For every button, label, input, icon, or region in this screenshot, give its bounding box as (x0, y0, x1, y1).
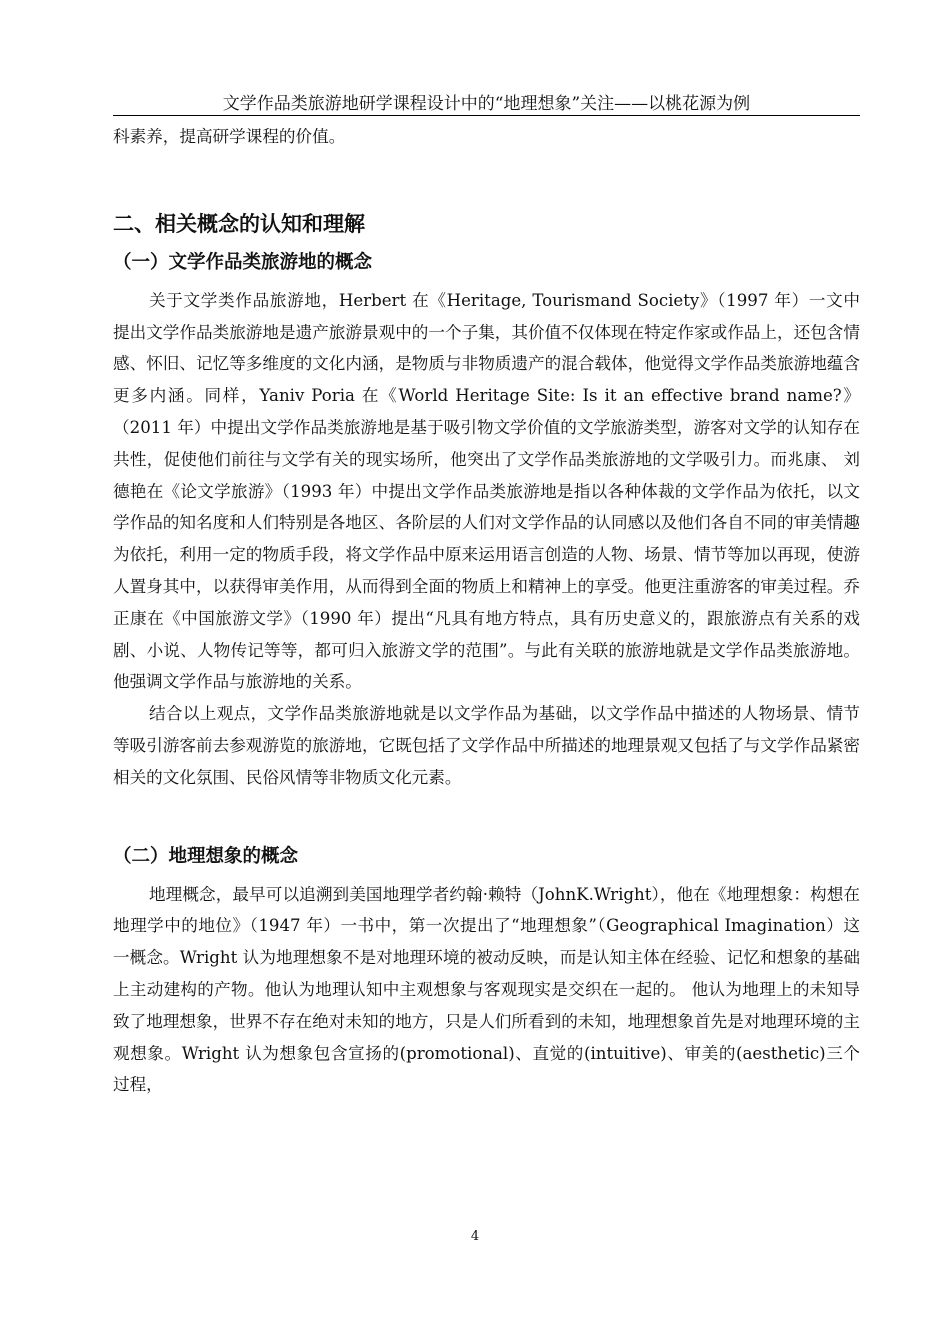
subsection-heading-1: （一）文学作品类旅游地的概念 (113, 251, 373, 273)
continuation-paragraph: 科素养，提高研学课程的价值。 (113, 127, 346, 146)
section-heading: 二、相关概念的认知和理解 (113, 211, 365, 236)
page-number: 4 (470, 1229, 480, 1244)
page-content (113, 121, 860, 1101)
subsection-heading-2: （二）地理想象的概念 (113, 845, 299, 867)
paragraph-2: 结合以上观点，文学作品类旅游地就是以文学作品为基础，以文学作品中描述的人物场景、情节等吸引游客前去参观游览的旅游地，它既包括了文学作品中所描述的地理景观又包括了与文学作品紧密相关的文化氛围、民俗风情等非物质文化元素。 (113, 704, 860, 787)
paragraph-3: 地理概念，最早可以追溯到美国地理学者约翰·赖特（JohnK.Wright），他在《地理想象：构想在地理学中的地位》（1947 年）一书中，第一次提出了“地理想象”（Geographical Imagination）这一概念。Wright 认为地理想象不是对地理环境的被动反映，而是认知主体在经验、记忆和想象的基础上主动建构的产物。他认为地理认知中主观想象与客观现实是交织在一起的。 他认为地理上的未知导致了地理想象，世界不存在绝对未知的地方，只是人们所看到的未知，地理想象首先是对地理环境的主观想象。Wright 认为想象包含宣扬的(promotional)、直觉的(intuitive)、审美的(aesthetic)三个过程， (113, 884, 860, 1095)
header-rule (113, 115, 860, 116)
paragraph-1: 关于文学类作品旅游地，Herbert 在《Heritage, Tourismand Society》（1997 年）一文中提出文学作品类旅游地是遗产旅游景观中的一个子集，其价值不仅体现在特定作家或作品上，还包含情感、怀旧、记忆等多维度的文化内涵，是物质与非物质遗产的混合载体，他觉得文学作品类旅游地蕴含更多内涵。同样，Yaniv Poria 在《World Heritage Site: Is it an effective brand name?》（2011 年）中提出文学作品类旅游地是基于吸引物文学价值的文学旅游类型，游客对文学的认知存在共性，促使他们前往与文学有关的现实场所，他突出了文学作品类旅游地的文学吸引力。而兆康、 刘德艳在《论文学旅游》（1993 年）中提出文学作品类旅游地是指以各种体裁的文学作品为依托，以文学作品的知名度和人们特别是各地区、各阶层的人们对文学作品的认同感以及他们各自不同的审美情趣为依托，利用一定的物质手段，将文学作品中原来运用语言创造的人物、场景、情节等加以再现，使游人置身其中，以获得审美作用，从而得到全面的物质上和精神上的享受。他更注重游客的审美过程。乔正康在《中国旅游文学》（1990 年）提出“凡具有地方特点，具有历史意义的，跟旅游点有关系的戏剧、小说、人物传记等等，都可归入旅游文学的范围”。与此有关联的旅游地就是文学作品类旅游地。他强调文学作品与旅游地的关系。 (113, 290, 860, 692)
running-header: 文学作品类旅游地研学课程设计中的“地理想象”关注——以桃花源为例 (222, 94, 751, 114)
